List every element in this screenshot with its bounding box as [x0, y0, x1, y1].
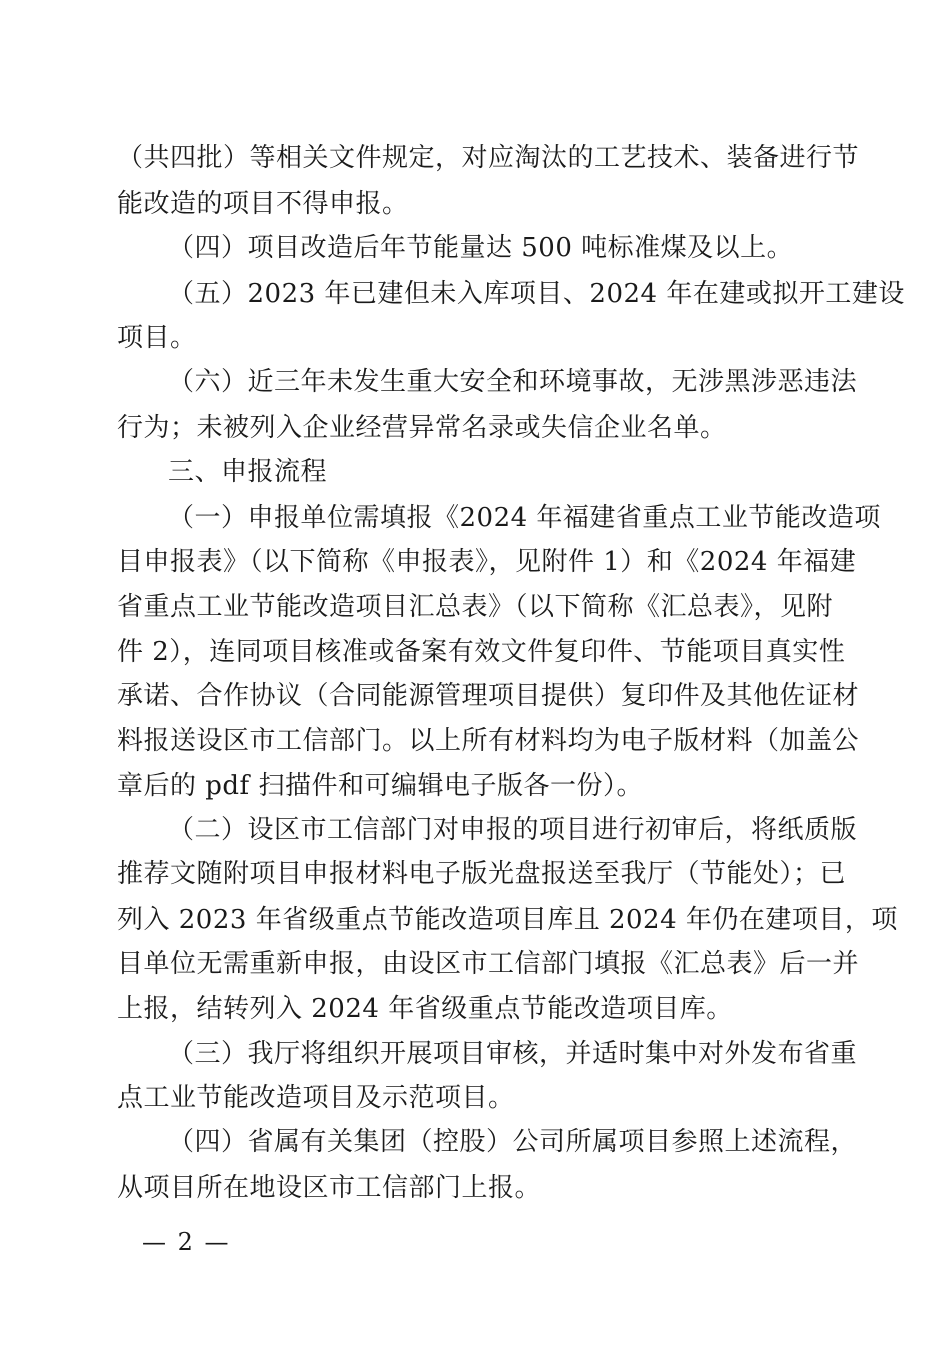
paragraph-line: 列入 2023 年省级重点节能改造项目库且 2024 年仍在建项目，项 [117, 905, 898, 935]
paragraph-line: （一）申报单位需填报《2024 年福建省重点工业节能改造项 [168, 503, 881, 533]
paragraph-line: （六）近三年未发生重大安全和环境事故，无涉黑涉恶违法 [168, 367, 858, 397]
paragraph-line: （三）我厅将组织开展项目审核，并适时集中对外发布省重 [168, 1039, 858, 1069]
paragraph-line: （四）省属有关集团（控股）公司所属项目参照上述流程， [168, 1127, 858, 1157]
paragraph-line: 行为；未被列入企业经营异常名录或失信企业名单。 [117, 413, 727, 443]
paragraph-line: 目申报表》（以下简称《申报表》，见附件 1）和《2024 年福建 [117, 547, 857, 577]
paragraph-line: 章后的 pdf 扫描件和可编辑电子版各一份）。 [117, 771, 643, 801]
paragraph-line: 点工业节能改造项目及示范项目。 [117, 1083, 515, 1113]
paragraph-line: 上报，结转列入 2024 年省级重点节能改造项目库。 [117, 994, 733, 1024]
paragraph-line: （共四批）等相关文件规定，对应淘汰的工艺技术、装备进行节 [117, 143, 860, 173]
paragraph-line: 省重点工业节能改造项目汇总表》（以下简称《汇总表》，见附 [117, 592, 834, 622]
paragraph-line: 承诺、合作协议（合同能源管理项目提供）复印件及其他佐证材 [117, 681, 860, 711]
page-number: — 2 — [142, 1228, 231, 1256]
paragraph-line: （四）项目改造后年节能量达 500 吨标准煤及以上。 [168, 233, 794, 263]
paragraph-line: 料报送设区市工信部门。以上所有材料均为电子版材料（加盖公 [117, 726, 860, 756]
paragraph-line: 项目。 [117, 323, 197, 353]
paragraph-line: （五）2023 年已建但未入库项目、2024 年在建或拟开工建设 [168, 279, 905, 309]
paragraph-line: （二）设区市工信部门对申报的项目进行初审后，将纸质版 [168, 815, 858, 845]
paragraph-line: 能改造的项目不得申报。 [117, 189, 409, 219]
paragraph-line: 从项目所在地设区市工信部门上报。 [117, 1173, 542, 1203]
paragraph-line: 推荐文随附项目申报材料电子版光盘报送至我厅（节能处）；已 [117, 859, 847, 889]
paragraph-line: 件 2），连同项目核准或备案有效文件复印件、节能项目真实性 [117, 637, 846, 667]
paragraph-line: 目单位无需重新申报，由设区市工信部门填报《汇总表》后一并 [117, 949, 860, 979]
section-heading: 三、申报流程 [168, 457, 328, 487]
